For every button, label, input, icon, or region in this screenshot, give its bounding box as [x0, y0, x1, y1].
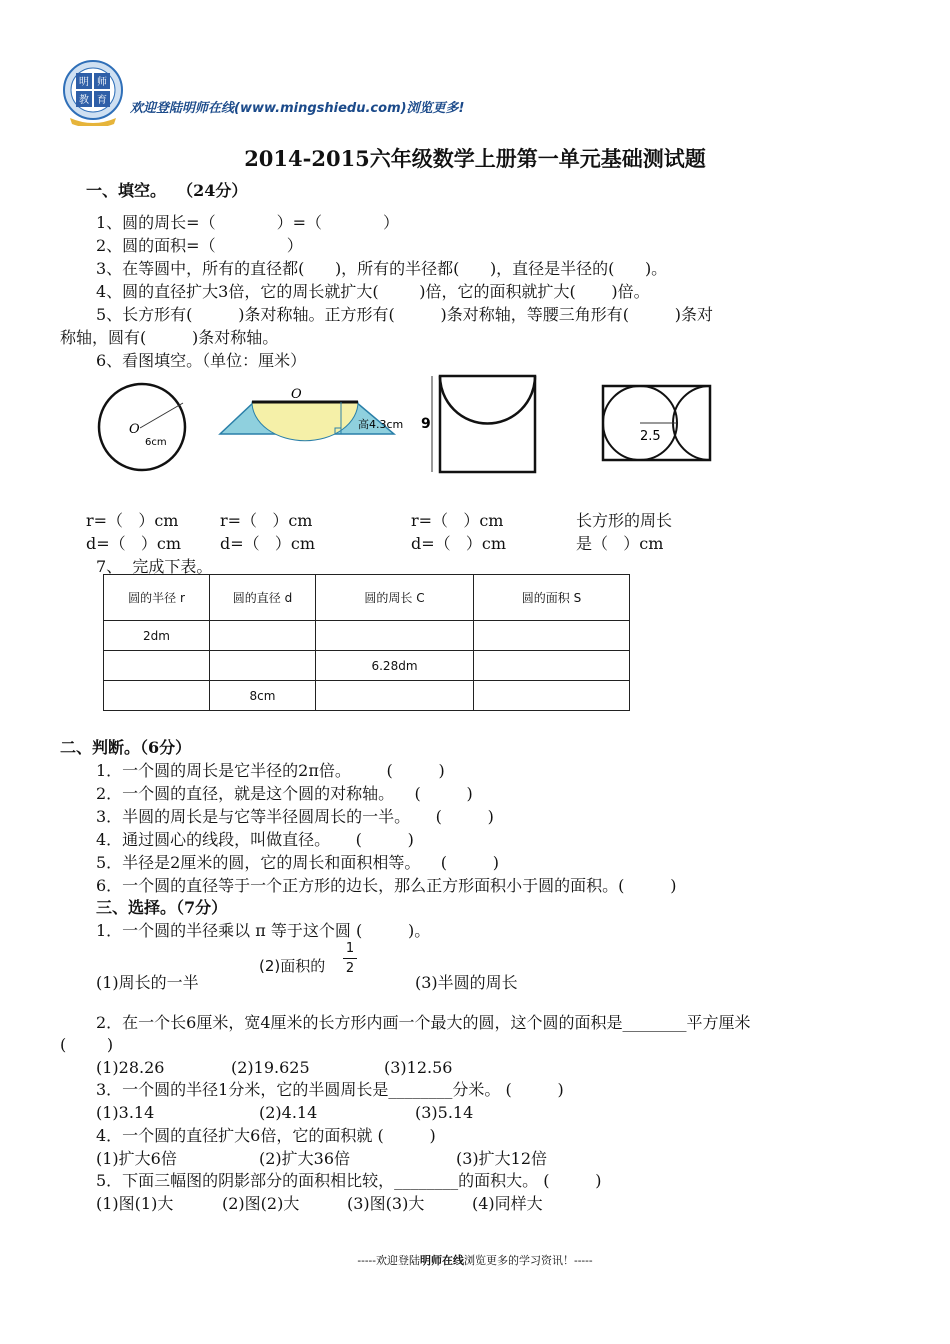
s1-q4: 4、圆的直径扩大3倍，它的周长就扩大( )倍，它的面积就扩大( )倍。: [96, 282, 650, 301]
s3-q4-opt2: (2)扩大36倍: [259, 1149, 351, 1168]
figure-circle: [95, 380, 195, 475]
table-row: [104, 681, 630, 711]
table-cell[interactable]: [474, 681, 630, 711]
table-cell[interactable]: 8cm: [210, 681, 316, 711]
table-row: [104, 621, 630, 651]
s3-q2-opt1: (1)28.26: [96, 1058, 165, 1077]
answer-perimeter-line1: 长方形的周长: [576, 511, 673, 530]
s3-q5-opt4: (4)同样大: [472, 1194, 543, 1213]
section1-heading: 一、填空。 （24分）: [86, 181, 248, 200]
s1-q2: 2、圆的面积=（ ）: [96, 236, 303, 255]
figure-rect-circles: [598, 382, 718, 464]
circle-table: [103, 574, 630, 711]
banner-brand: 明师在线: [182, 101, 235, 116]
page-footer: [0, 1252, 950, 1268]
s1-q6: 6、看图填空。（单位：厘米）: [96, 351, 307, 370]
table-cell[interactable]: [104, 681, 210, 711]
answer-r1: r=（ ）cm: [86, 511, 179, 530]
fraction-numerator: 1: [345, 941, 355, 956]
footer-prefix: -----欢迎登陆: [357, 1254, 420, 1267]
s3-q4-opt3: (3)扩大12倍: [456, 1149, 548, 1168]
site-banner[interactable]: [130, 97, 465, 116]
section3-heading: 三、选择。（7分）: [96, 898, 228, 917]
s1-q5-line1: 5、长方形有( )条对称轴。正方形有( )条对称轴，等腰三角形有( )条对: [96, 305, 713, 324]
s3-q5-opt3: (3)图(3)大: [347, 1194, 425, 1213]
table-cell[interactable]: [210, 621, 316, 651]
s3-q2-opt3: (3)12.56: [384, 1058, 453, 1077]
table-cell[interactable]: [474, 621, 630, 651]
s2-item-1: 1．一个圆的周长是它半径的2π倍。 ( ): [96, 761, 445, 780]
s3-q1-option1: (1)周长的一半: [96, 973, 199, 992]
table-row: [104, 651, 630, 681]
section2-heading: 二、判断。（6分）: [60, 738, 192, 757]
s1-q5-line2: 称轴，圆有( )条对称轴。: [60, 328, 279, 347]
footer-brand[interactable]: 明师在线: [420, 1254, 464, 1267]
table-header-cell: 圆的直径 d: [210, 575, 316, 621]
s3-q5-opt1: (1)图(1)大: [96, 1194, 174, 1213]
s3-q3-opt2: (2)4.14: [259, 1103, 318, 1122]
table-header-cell: 圆的半径 r: [104, 575, 210, 621]
table-cell[interactable]: [316, 621, 474, 651]
fig1-radius-label: 6cm: [145, 437, 167, 448]
s2-item-5: 5．半径是2厘米的圆，它的周长和面积相等。 ( ): [96, 853, 499, 872]
s3-q2-opt2: (2)19.625: [231, 1058, 310, 1077]
table-header-cell: 圆的周长 C: [316, 575, 474, 621]
s1-q7: 7、 完成下表。: [96, 557, 213, 576]
answer-d3: d=（ ）cm: [411, 534, 507, 553]
logo-char-4: 育: [97, 95, 107, 106]
school-logo: [62, 60, 124, 126]
s3-q3-opt3: (3)5.14: [415, 1103, 474, 1122]
table-cell[interactable]: [104, 651, 210, 681]
s1-q1: 1、圆的周长=（ ）=（ ）: [96, 213, 400, 232]
one-half-fraction: [343, 941, 357, 976]
table-header-row: [104, 575, 630, 621]
s3-q3: 3．一个圆的半径1分米，它的半圆周长是________分米。 ( ): [96, 1080, 564, 1099]
figure-rect-semicircle: [418, 370, 543, 478]
logo-char-1: 明: [79, 77, 89, 88]
figure-trapezoid: [218, 386, 418, 454]
s3-q1-option2: (2)面积的: [259, 957, 326, 975]
banner-prefix: 欢迎登陆: [130, 101, 183, 116]
s3-q1-option3: (3)半圆的周长: [415, 973, 518, 992]
s2-item-3: 3．半圆的周长是与它等半径圆周长的一半。 ( ): [96, 807, 494, 826]
s3-q5-opt2: (2)图(2)大: [222, 1194, 300, 1213]
table-cell[interactable]: 2dm: [104, 621, 210, 651]
logo-char-2: 师: [97, 77, 107, 88]
answer-d1: d=（ ）cm: [86, 534, 182, 553]
fraction-denominator: 2: [345, 961, 355, 976]
table-cell[interactable]: [210, 651, 316, 681]
s3-q4: 4．一个圆的直径扩大6倍，它的面积就 ( ): [96, 1126, 436, 1145]
answer-r3: r=（ ）cm: [411, 511, 504, 530]
table-cell[interactable]: 6.28dm: [316, 651, 474, 681]
answer-d2: d=（ ）cm: [220, 534, 316, 553]
s3-q2-line1: 2．在一个长6厘米，宽4厘米的长方形内画一个最大的圆，这个圆的面积是________平方厘米: [96, 1013, 751, 1032]
s3-q3-opt1: (1)3.14: [96, 1103, 155, 1122]
fig3-height-label: 9: [421, 416, 431, 432]
fig2-center-label: O: [291, 387, 302, 402]
table-header-cell: 圆的面积 S: [474, 575, 630, 621]
fig2-height-label: 高4.3cm: [358, 418, 404, 431]
fig4-radius-label: 2.5: [640, 429, 661, 444]
s3-q2-line2: ( ): [60, 1035, 114, 1054]
s1-q3: 3、在等圆中，所有的直径都( )，所有的半径都( )，直径是半径的( )。: [96, 259, 668, 278]
s3-q1: 1．一个圆的半径乘以 π 等于这个圆 ( )。: [96, 921, 431, 940]
s2-item-2: 2．一个圆的直径，就是这个圆的对称轴。 ( ): [96, 784, 473, 803]
s3-q5: 5．下面三幅图的阴影部分的面积相比较，________的面积大。 ( ): [96, 1171, 602, 1190]
fig1-center-label: O: [129, 422, 140, 437]
footer-suffix: 浏览更多的学习资讯！-----: [464, 1254, 593, 1267]
answer-r2: r=（ ）cm: [220, 511, 313, 530]
page-title: 2014-2015六年级数学上册第一单元基础测试题: [244, 146, 706, 171]
answer-perimeter-line2: 是（ ）cm: [576, 534, 664, 553]
s3-q4-opt1: (1)扩大6倍: [96, 1149, 177, 1168]
table-cell[interactable]: [316, 681, 474, 711]
logo-char-3: 教: [79, 95, 89, 106]
table-cell[interactable]: [474, 651, 630, 681]
banner-suffix: (www.mingshiedu.com)浏览更多!: [234, 101, 465, 116]
s2-item-6: 6．一个圆的直径等于一个正方形的边长，那么正方形面积小于圆的面积。( ): [96, 876, 677, 895]
s2-item-4: 4．通过圆心的线段，叫做直径。 ( ): [96, 830, 414, 849]
fraction-bar: [343, 958, 357, 959]
